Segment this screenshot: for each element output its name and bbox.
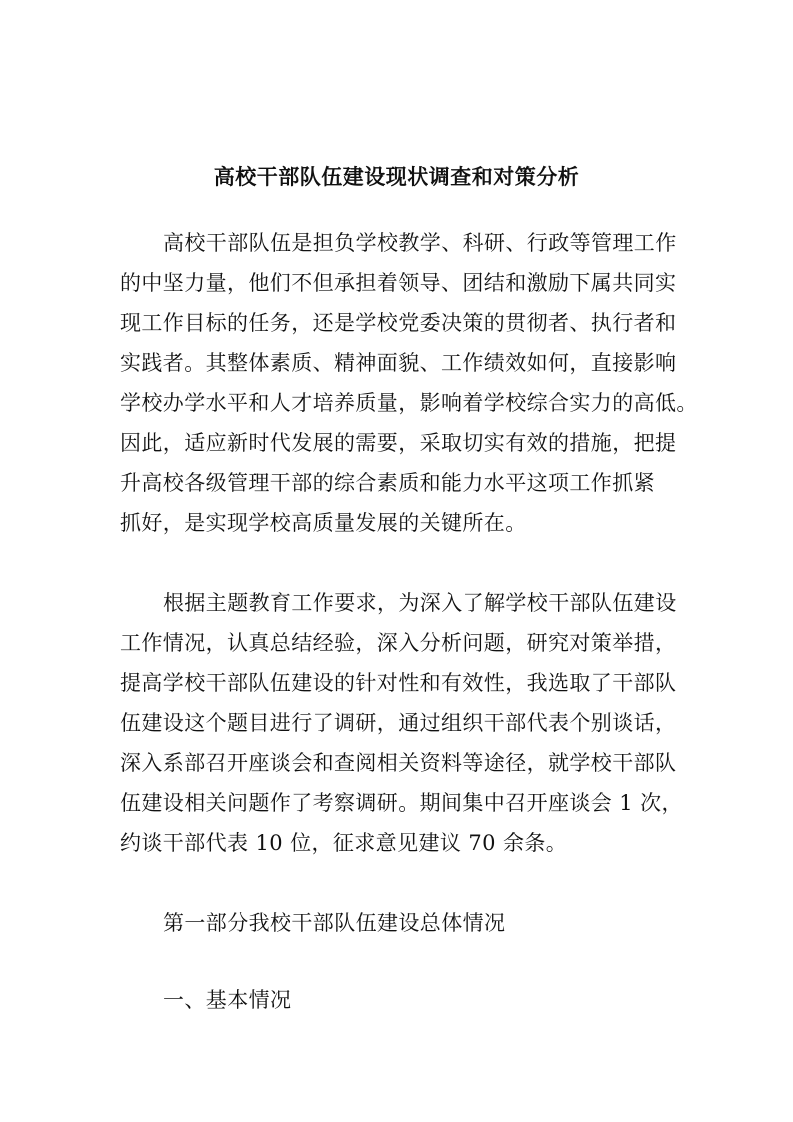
paragraph-line: 高校干部队伍是担负学校教学、科研、行政等管理工作 xyxy=(163,231,677,255)
document-title: 高校干部队伍建设现状调查和对策分析 xyxy=(213,164,580,189)
paragraph-line: 的中坚力量，他们不但承担着领导、团结和激励下属共同实 xyxy=(120,271,677,295)
subsection-heading: 一、基本情况 xyxy=(163,988,292,1012)
paragraph-line: 因此，适应新时代发展的需要，采取切实有效的措施，把提 xyxy=(120,431,677,455)
paragraph-line: 工作情况，认真总结经验，深入分析问题，研究对策举措， xyxy=(120,631,677,655)
paragraph-line: 现工作目标的任务，还是学校党委决策的贯彻者、执行者和 xyxy=(120,311,677,335)
paragraph-line: 伍建设这个题目进行了调研，通过组织干部代表个别谈话， xyxy=(120,711,677,735)
paragraph-line: 深入系部召开座谈会和查阅相关资料等途径，就学校干部队 xyxy=(120,751,677,775)
paragraph-line: 提高学校干部队伍建设的针对性和有效性，我选取了干部队 xyxy=(120,671,677,695)
paragraph-line: 升高校各级管理干部的综合素质和能力水平这项工作抓紧 xyxy=(120,471,655,495)
paragraph-line: 伍建设相关问题作了考察调研。期间集中召开座谈会 1 次， xyxy=(120,791,683,815)
paragraph-line: 约谈干部代表 10 位，征求意见建议 70 余条。 xyxy=(120,831,568,855)
paragraph-line: 抓好，是实现学校高质量发展的关键所在。 xyxy=(120,511,527,535)
paragraph-line: 学校办学水平和人才培养质量，影响着学校综合实力的高低。 xyxy=(120,391,698,415)
paragraph-line: 根据主题教育工作要求，为深入了解学校干部队伍建设 xyxy=(163,591,677,615)
paragraph-line: 实践者。其整体素质、精神面貌、工作绩效如何，直接影响 xyxy=(120,351,677,375)
section-heading: 第一部分我校干部队伍建设总体情况 xyxy=(163,911,506,935)
